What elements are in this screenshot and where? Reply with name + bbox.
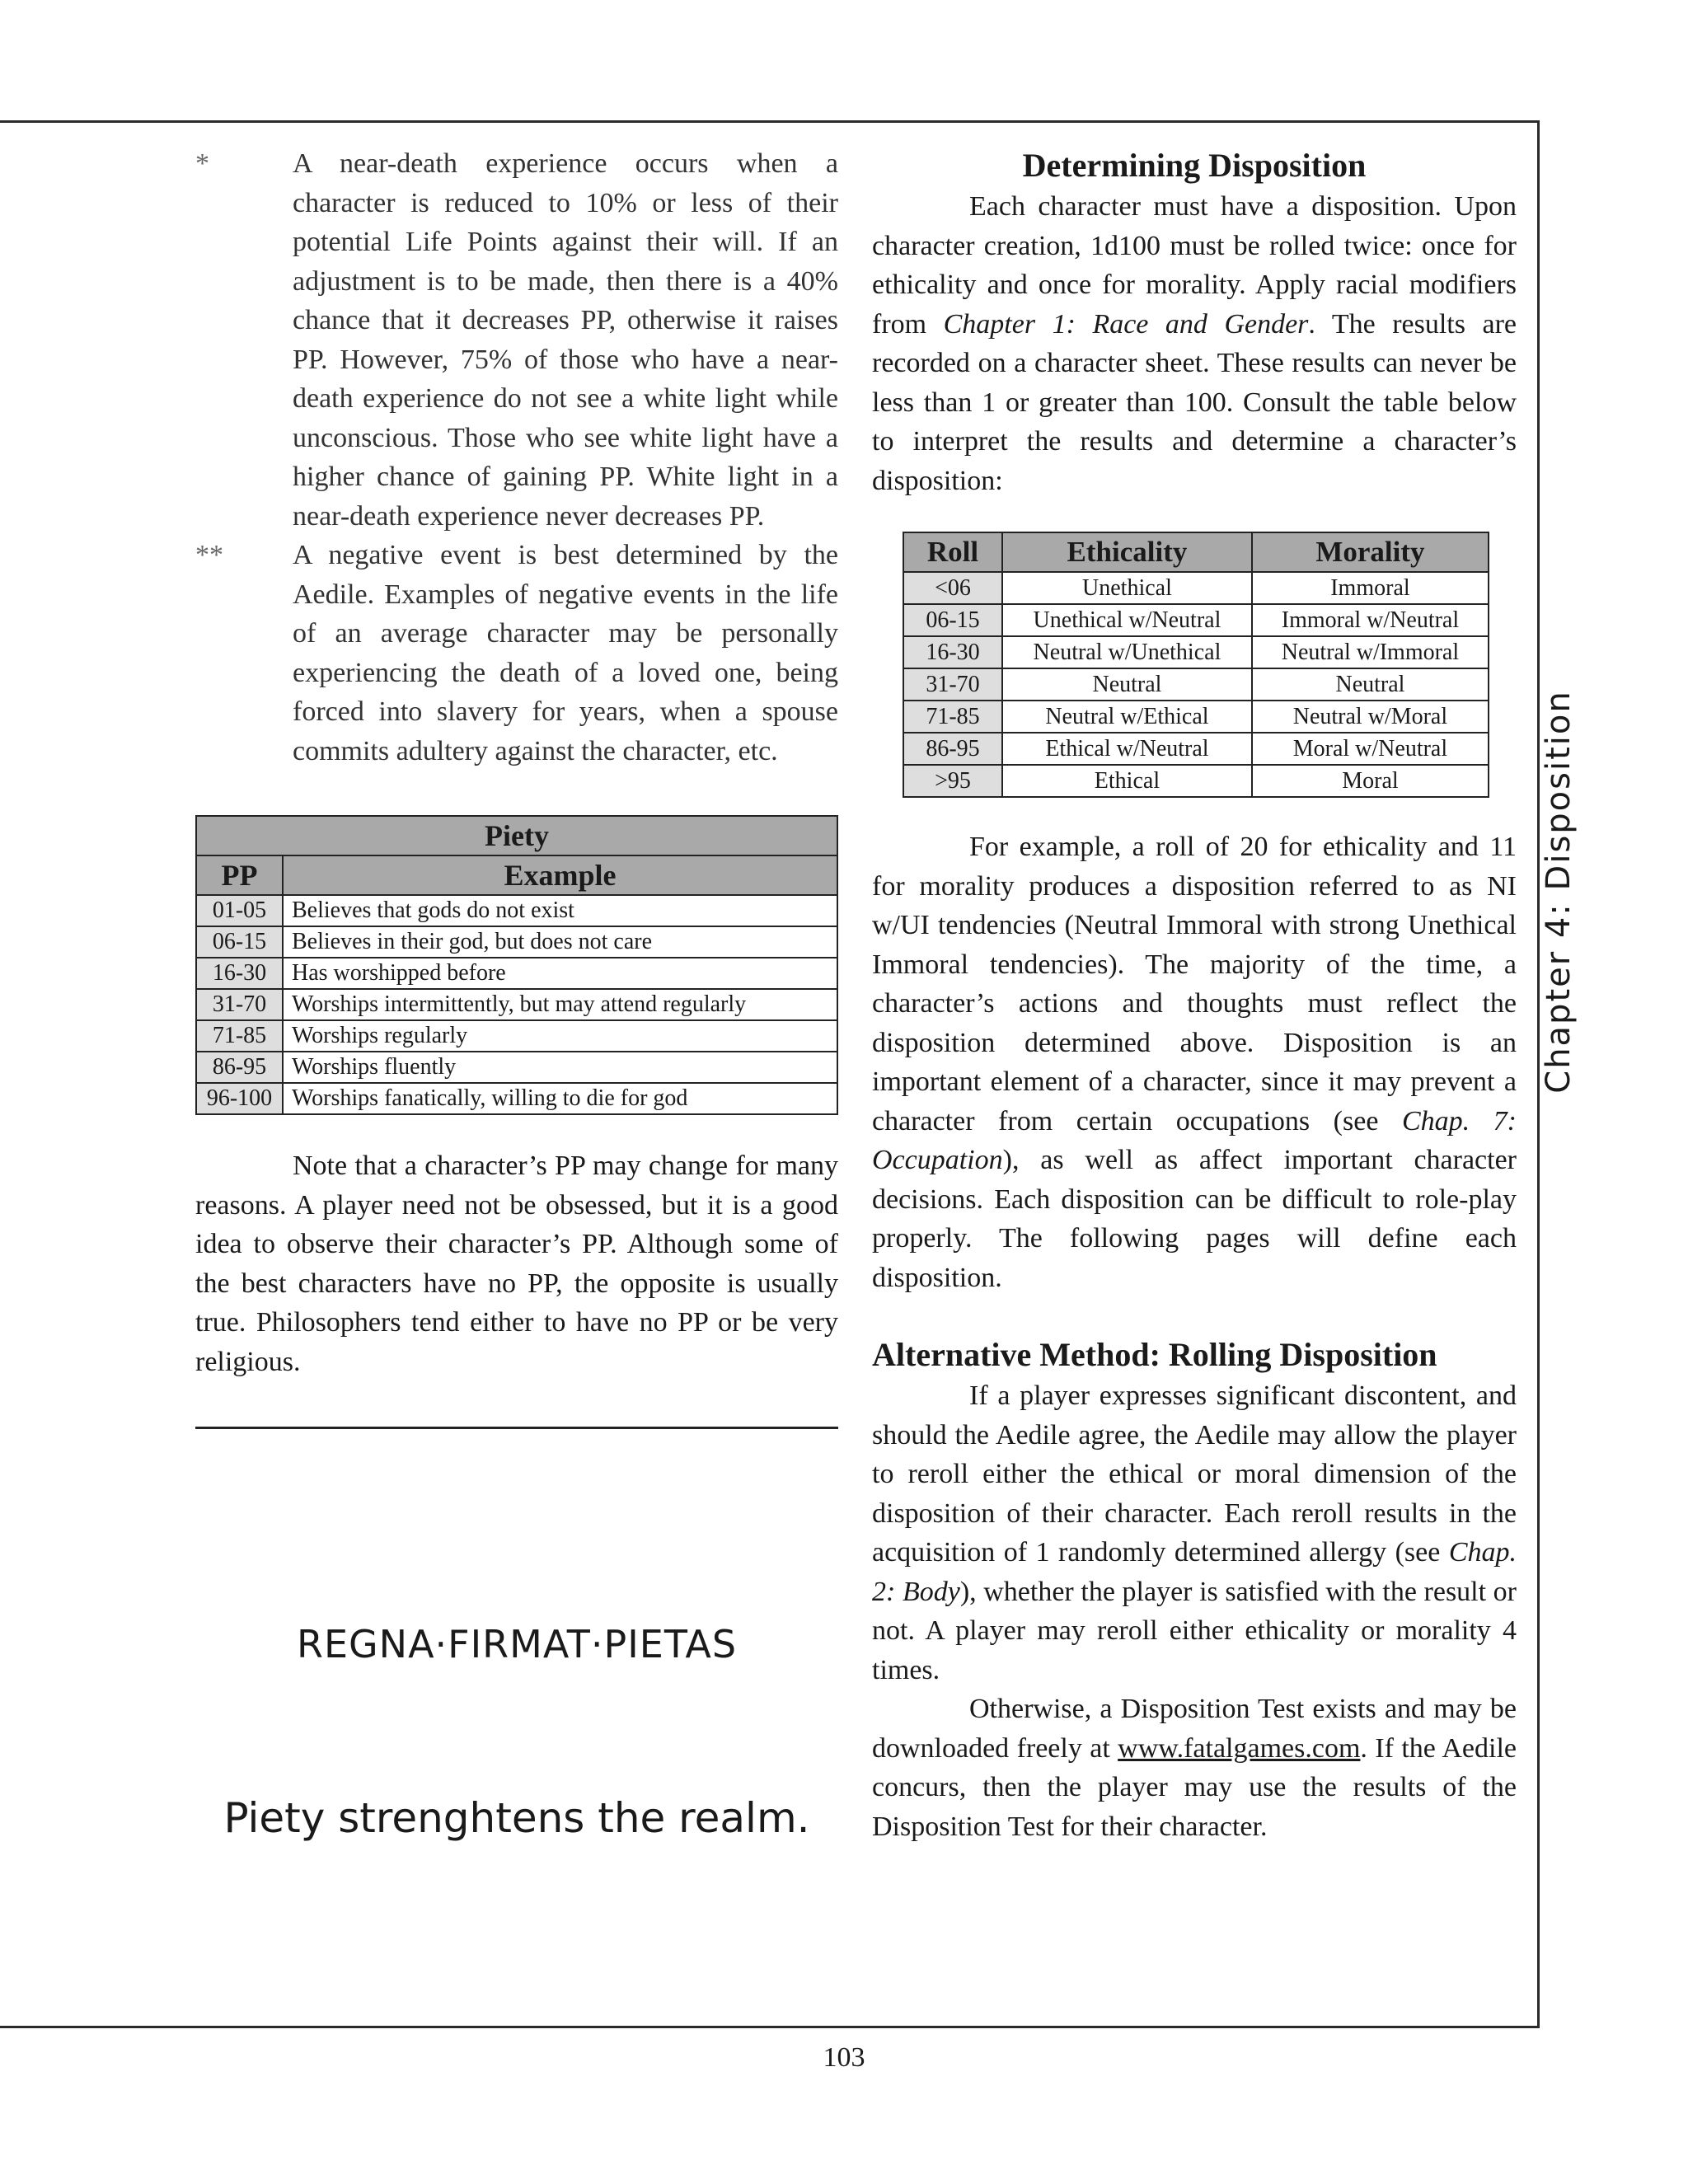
pp-range: 31-70 [196,989,283,1020]
pp-range: 16-30 [196,958,283,989]
piety-header-pp: PP [196,855,283,895]
roll-range: 86-95 [903,733,1002,765]
left-column [195,144,838,1429]
example-paragraph [872,827,1517,1297]
ethicality-value: Ethical w/Neutral [1002,733,1252,765]
chapter-reference: Chap. 2: Body [872,1537,1517,1607]
table-row [196,895,837,926]
pp-range: 96-100 [196,1083,283,1114]
piety-table [195,815,838,1115]
text-run: If a player expresses significant discontent, and should the Aedile agree, the Aedile may allow the player to reroll either the ethical or moral dimension of the disposition of their character. Each reroll results in the acquisition of 1 randomly determined allergy (see [872,1380,1517,1568]
table-row [196,989,837,1020]
footnote-mark: ** [195,540,223,570]
determining-disposition-heading: Determining Disposition [1022,147,1367,184]
morality-value: Moral [1252,765,1489,797]
piety-header-example: Example [283,855,837,895]
morality-value: Neutral w/Immoral [1252,636,1489,668]
pp-range: 01-05 [196,895,283,926]
text-run: Each character must have a disposition. Upon character creation, 1d100 must be rolled twice: once for ethicality and once for morality. Apply racial modifiers from [872,191,1517,340]
footnote-negative-event [195,536,838,771]
chapter-reference: Chap. 7: Occupation [872,1105,1517,1175]
disposition-header-ethicality: Ethicality [1002,532,1252,572]
ethicality-value: Unethical w/Neutral [1002,604,1252,636]
chapter-title: Chapter 4: Disposition [1540,690,1578,1094]
table-row [196,1083,837,1114]
footnote-text: A near-death experience occurs when a character is reduced to 10% or less of their potential Life Points against their will. If an adjustment is to be made, then there is a 40% chance that it decreases PP, otherwise it raises PP. However, 75% of those who have a near-death experience do not see a white light while unconscious. Those who see white light have a higher chance of gaining PP. White light in a near-death experience never decreases PP. [293,148,838,532]
bottom-frame-rule [0,2026,1540,2028]
pp-example: Believes in their god, but does not care [283,926,837,958]
table-row [196,926,837,958]
table-row [196,958,837,989]
roll-range: 31-70 [903,668,1002,701]
pp-example: Worships intermittently, but may attend regularly [283,989,837,1020]
pp-range: 06-15 [196,926,283,958]
footnote-text: A negative event is best determined by the Aedile. Examples of negative events in the life of an average character may be personally experiencing the death of a loved one, being forced into slavery for years, when a spouse commits adultery against the character, etc. [293,540,838,766]
disposition-header-morality: Morality [1252,532,1489,572]
text-run: For example, a roll of 20 for ethicality and 11 for morality produces a disposition referred to as NI w/UI tendencies (Neutral Immoral with strong Unethical Immoral tendencies). The majority of the time, a character’s actions and thoughts must reflect the disposition determined above. Disposition is an important element of a character, since it may prevent a character from certain occupations (see [872,832,1517,1137]
latin-motto: REGNA·FIRMAT·PIETAS [296,1622,738,1666]
text-run: ), as well as affect important character decisions. Each disposition can be difficult to role-play properly. The following pages will define each disposition. [872,1145,1517,1293]
pp-example: Believes that gods do not exist [283,895,837,926]
page-number: 103 [823,2042,865,2073]
pp-range: 86-95 [196,1052,283,1083]
text-run: . The results are recorded on a character sheet. These results can never be less than 1 or greater than 100. Consult the table below to interpret the results and determine a character’s disposition: [872,308,1517,496]
chapter-reference: Chapter 1: Race and Gender [943,308,1309,340]
table-row [903,668,1489,701]
table-row [903,765,1489,797]
footnote-mark: * [195,148,209,179]
table-row [903,604,1489,636]
footnote-near-death [195,144,838,536]
text-run: ), whether the player is satisfied with the result or not. A player may reroll either ethicality or morality 4 times. [872,1576,1517,1685]
roll-range: >95 [903,765,1002,797]
reroll-paragraph [872,1376,1517,1690]
morality-value: Neutral [1252,668,1489,701]
roll-range: <06 [903,572,1002,604]
pp-example: Has worshipped before [283,958,837,989]
top-frame-rule [0,120,1540,123]
ethicality-value: Neutral w/Ethical [1002,701,1252,733]
morality-value: Neutral w/Moral [1252,701,1489,733]
table-row [903,733,1489,765]
roll-range: 16-30 [903,636,1002,668]
table-row [903,572,1489,604]
right-column [872,144,1517,1846]
ethicality-value: Ethical [1002,765,1252,797]
ethicality-value: Neutral w/Unethical [1002,636,1252,668]
section-divider [195,1427,838,1429]
text-run: Otherwise, a Disposition Test exists and may be downloaded freely at [872,1694,1517,1764]
pp-example: Worships regularly [283,1020,837,1052]
morality-value: Immoral [1252,572,1489,604]
pp-example: Worships fanatically, willing to die for god [283,1083,837,1114]
disposition-test-paragraph [872,1690,1517,1846]
table-row [196,1052,837,1083]
disposition-header-roll: Roll [903,532,1002,572]
piety-table-title: Piety [196,816,837,855]
table-row [903,701,1489,733]
pp-range: 71-85 [196,1020,283,1052]
pp-example: Worships fluently [283,1052,837,1083]
morality-value: Immoral w/Neutral [1252,604,1489,636]
text-run: . If the Aedile concurs, then the player may use the results of the Disposition Test for their character. [872,1732,1517,1842]
roll-range: 71-85 [903,701,1002,733]
pp-note-paragraph: Note that a character’s PP may change for many reasons. A player need not be obsessed, but it is a good idea to observe their character’s PP. Although some of the best characters have no PP, the opposite is usually true. Philosophers tend either to have no PP or be very religious. [195,1151,838,1377]
motto-translation: Piety strenghtens the realm. [223,1794,810,1842]
roll-range: 06-15 [903,604,1002,636]
morality-value: Moral w/Neutral [1252,733,1489,765]
alternative-method-heading: Alternative Method: Rolling Disposition [872,1336,1437,1373]
website-link[interactable]: www.fatalgames.com [1118,1732,1361,1764]
table-row [903,636,1489,668]
ethicality-value: Unethical [1002,572,1252,604]
disposition-table [903,532,1489,798]
ethicality-value: Neutral [1002,668,1252,701]
table-row [196,1020,837,1052]
determining-paragraph [872,187,1517,500]
